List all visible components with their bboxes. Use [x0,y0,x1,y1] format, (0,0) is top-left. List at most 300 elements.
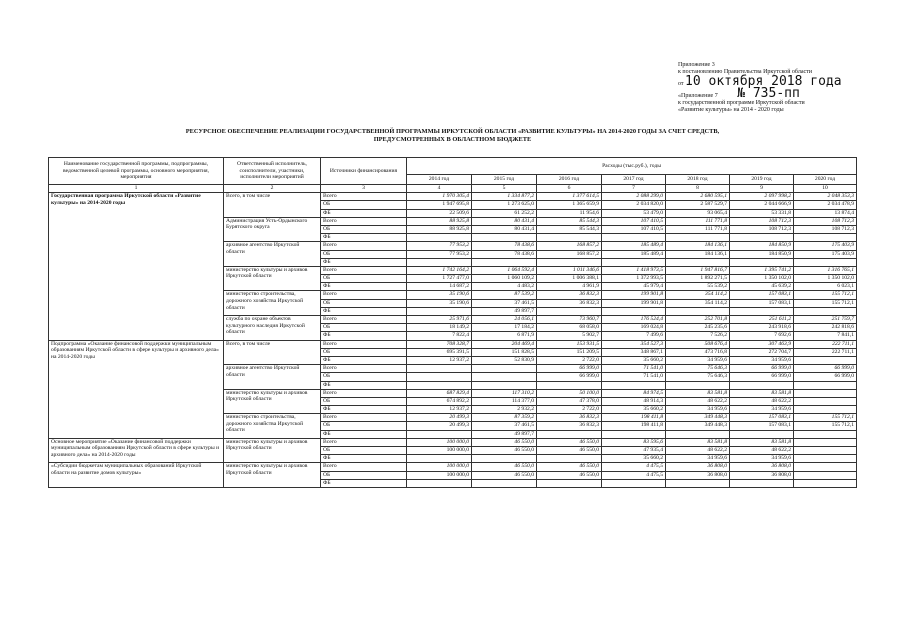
amount-cell: 117 310,2 [472,389,537,397]
amount-cell: 46 550,0 [537,471,602,479]
amount-cell: 155 712,1 [794,299,857,307]
table-row [49,340,857,348]
amount-cell: 35 190,6 [407,299,472,307]
amount-cell [407,430,472,438]
amount-cell: 34 959,6 [666,356,730,364]
header-year: 2017 год [602,175,666,185]
amount-cell: 175 403,9 [794,242,857,250]
program-name-cell: Государственная программа Иркутской области «Развитие культуры» на 2014-2020 годы [49,193,224,340]
source-cell: ФБ [321,406,407,414]
amount-cell: 73 960,7 [537,316,602,324]
amount-cell: 24 056,1 [472,316,537,324]
header-year: 2014 год [407,175,472,185]
amount-cell [407,455,472,463]
header-executors: Ответственный исполнитель, соисполнители, участники, исполнители мероприятий [224,158,321,185]
amount-cell: 1 064 592,4 [472,266,537,274]
header-sources: Источники финансирования [321,158,407,185]
amount-cell: 35 190,6 [407,291,472,299]
amount-cell: 84 974,5 [602,389,666,397]
amount-cell [602,430,666,438]
handwritten-date: 10 октября 2018 года [685,74,842,89]
amount-cell: 52 830,9 [472,356,537,364]
amount-cell: 20 499,3 [407,414,472,422]
source-cell: Всего [321,414,407,422]
amount-cell [602,258,666,266]
source-cell: ФБ [321,307,407,315]
amount-cell [407,258,472,266]
amount-cell: 108 712,3 [730,225,794,233]
column-number: 10 [794,185,857,193]
appendix-block [678,62,842,114]
amount-cell: 184 136,1 [666,250,730,258]
amount-cell: 2 932,2 [472,406,537,414]
source-cell: ОБ [321,447,407,455]
amount-cell [537,479,602,487]
header-expenses: Расходы (тыс.руб.), годы [407,158,857,175]
column-number: 9 [730,185,794,193]
amount-cell [730,479,794,487]
amount-cell: 108 712,3 [794,217,857,225]
amount-cell [794,234,857,242]
amount-cell: 1 011 346,6 [537,266,602,274]
amount-cell: 674 892,2 [407,397,472,405]
amount-cell: 204 469,4 [472,340,537,348]
amount-cell [602,307,666,315]
amount-cell: 1 334 877,2 [472,193,537,201]
amount-cell: 66 999,0 [794,373,857,381]
amount-cell: 1 273 625,0 [472,201,537,209]
executor-cell: министерство строительства, дорожного хозяйства Иркутской области [224,414,321,439]
amount-cell: 243 918,6 [730,324,794,332]
amount-cell: 108 712,3 [794,225,857,233]
amount-cell: 36 832,3 [537,291,602,299]
amount-cell: 48 622,2 [730,397,794,405]
amount-cell: 111 771,8 [666,225,730,233]
amount-cell: 61 252,2 [472,209,537,217]
amount-cell: 55 539,2 [666,283,730,291]
amount-cell: 13 874,4 [794,209,857,217]
amount-cell: 11 954,6 [537,209,602,217]
amount-cell: 71 541,0 [602,373,666,381]
amount-cell: 2 722,0 [537,356,602,364]
amount-cell: 4 483,2 [472,283,537,291]
amount-cell [730,430,794,438]
amount-cell: 687 829,4 [407,389,472,397]
amount-cell: 198 411,8 [602,414,666,422]
amount-cell: 35 660,2 [602,406,666,414]
source-cell: ОБ [321,250,407,258]
amount-cell: 1 365 659,9 [537,201,602,209]
amount-cell: 222 711,1 [794,340,857,348]
amount-cell: 71 541,0 [602,365,666,373]
amount-cell [730,258,794,266]
amount-cell [794,463,857,471]
executor-cell: служба по охране объектов культурного наследия Иркутской области [224,316,321,341]
amount-cell: 252 701,8 [666,316,730,324]
amount-cell: 1 316 765,1 [794,266,857,274]
amount-cell: 46 550,0 [472,438,537,446]
amount-cell: 2 088 299,0 [602,193,666,201]
amount-cell: 12 937,2 [407,406,472,414]
amount-cell: 77 953,2 [407,242,472,250]
amount-cell [730,234,794,242]
amount-cell [407,365,472,373]
appendix-line-4: «Приложение 7 [678,93,718,99]
amount-cell: 7 841,1 [794,332,857,340]
amount-cell [794,258,857,266]
column-number: 6 [537,185,602,193]
column-number: 7 [602,185,666,193]
amount-cell: 184 850,9 [730,242,794,250]
amount-cell: 4 475,5 [602,471,666,479]
amount-cell [794,307,857,315]
date-prefix: от [678,81,684,87]
amount-cell: 49 897,7 [472,307,537,315]
appendix-line-6: «Развитие культуры» на 2014 - 2020 годы [678,107,784,113]
amount-cell [730,307,794,315]
amount-cell: 37 461,5 [472,299,537,307]
amount-cell [602,381,666,389]
title-line-1: РЕСУРСНОЕ ОБЕСПЕЧЕНИЕ РЕАЛИЗАЦИИ ГОСУДАРСТВЕННОЙ ПРОГРАММЫ ИРКУТСКОЙ ОБЛАСТИ «РАЗВИТИЕ КУЛЬТУРЫ» НА 2014-2020 ГОДЫ ЗА СЧЕТ СРЕДСТВ, [185,128,720,135]
amount-cell: 85 544,3 [537,225,602,233]
amount-cell: 4 475,5 [602,463,666,471]
amount-cell: 53 331,8 [730,209,794,217]
amount-cell: 66 999,0 [730,373,794,381]
header-year: 2016 год [537,175,602,185]
amount-cell: 251 611,2 [730,316,794,324]
amount-cell [666,479,730,487]
amount-cell [537,430,602,438]
amount-cell: 100 000,0 [407,447,472,455]
amount-cell: 2 034 478,9 [794,201,857,209]
amount-cell [537,455,602,463]
source-cell: Всего [321,340,407,348]
amount-cell: 184 850,9 [730,250,794,258]
amount-cell: 46 550,0 [472,447,537,455]
amount-cell: 1 947 695,8 [407,201,472,209]
amount-cell: 46 550,0 [472,471,537,479]
source-cell: ОБ [321,275,407,283]
amount-cell: 6 871,9 [472,332,537,340]
amount-cell [472,365,537,373]
amount-cell: 34 959,6 [666,455,730,463]
amount-cell: 46 550,0 [537,463,602,471]
amount-cell: 100 000,0 [407,471,472,479]
amount-cell: 34 959,6 [730,455,794,463]
amount-cell: 36 808,0 [730,463,794,471]
amount-cell: 7 692,6 [730,332,794,340]
amount-cell: 354 527,3 [602,340,666,348]
source-cell: ОБ [321,348,407,356]
executor-cell: министерство строительства, дорожного хозяйства Иркутской области [224,291,321,316]
executor-cell: архивное агентство Иркутской области [224,242,321,267]
amount-cell [666,258,730,266]
amount-cell: 37 461,5 [472,422,537,430]
appendix-line-2: к постановлению Правительства Иркутской области [678,69,812,75]
amount-cell: 153 931,5 [537,340,602,348]
amount-cell: 36 808,0 [730,471,794,479]
amount-cell: 114 377,0 [472,397,537,405]
amount-cell: 349 448,3 [666,414,730,422]
table-row [49,463,857,471]
amount-cell [472,234,537,242]
amount-cell [472,479,537,487]
amount-cell: 66 999,0 [794,365,857,373]
amount-cell: 47 935,4 [602,447,666,455]
amount-cell: 93 065,4 [666,209,730,217]
column-number: 5 [472,185,537,193]
source-cell: ФБ [321,283,407,291]
source-cell: ОБ [321,397,407,405]
source-cell: ФБ [321,455,407,463]
amount-cell: 75 646,3 [666,365,730,373]
amount-cell: 83 581,8 [666,438,730,446]
title-line-2: ПРЕДУСМОТРЕННЫХ В ОБЛАСТНОМ БЮДЖЕТЕ [373,136,532,143]
handwritten-number: № 735-пп [737,86,800,101]
amount-cell: 2 034 820,0 [602,201,666,209]
amount-cell [666,307,730,315]
amount-cell: 88 925,8 [407,225,472,233]
amount-cell [666,234,730,242]
source-cell: Всего [321,463,407,471]
amount-cell [407,381,472,389]
amount-cell: 48 622,2 [730,447,794,455]
amount-cell: 157 083,1 [730,299,794,307]
executor-cell: Всего, в том числе [224,340,321,365]
amount-cell: 83 581,8 [730,438,794,446]
source-cell: Всего [321,365,407,373]
executor-cell: Всего, в том числе [224,193,321,218]
column-number: 1 [49,185,224,193]
amount-cell [537,234,602,242]
amount-cell: 2 722,0 [537,406,602,414]
source-cell: ОБ [321,373,407,381]
amount-cell [730,381,794,389]
source-cell: Всего [321,193,407,201]
amount-cell [537,258,602,266]
amount-cell: 87 359,2 [472,414,537,422]
source-cell: ОБ [321,422,407,430]
table-row [49,438,857,446]
amount-cell [472,381,537,389]
amount-cell: 1 006 388,1 [537,275,602,283]
amount-cell: 168 857,2 [537,250,602,258]
amount-cell: 155 712,1 [794,422,857,430]
source-cell: Всего [321,316,407,324]
appendix-line-5: к государственной программе Иркутской области [678,100,805,106]
source-cell: ОБ [321,201,407,209]
amount-cell: 36 832,3 [537,422,602,430]
amount-cell: 151 828,5 [472,348,537,356]
amount-cell: 1 418 973,5 [602,266,666,274]
amount-cell: 50 100,0 [537,389,602,397]
amount-cell: 83 581,8 [666,389,730,397]
amount-cell [794,430,857,438]
amount-cell: 157 083,1 [730,414,794,422]
amount-cell: 35 660,2 [602,455,666,463]
amount-cell: 7 526,2 [666,332,730,340]
amount-cell: 83 581,8 [730,389,794,397]
amount-cell: 354 114,2 [666,291,730,299]
amount-cell: 7 822,4 [407,332,472,340]
source-cell: ОБ [321,225,407,233]
amount-cell: 88 925,8 [407,217,472,225]
amount-cell: 245 235,6 [666,324,730,332]
amount-cell [407,373,472,381]
amount-cell [602,479,666,487]
amount-cell [472,373,537,381]
amount-cell: 473 716,8 [666,348,730,356]
header-year: 2018 год [666,175,730,185]
amount-cell: 46 550,0 [472,463,537,471]
amount-cell: 199 901,8 [602,299,666,307]
amount-cell: 198 411,8 [602,422,666,430]
amount-cell: 53 479,0 [602,209,666,217]
header-program-name: Наименование государственной программы, подпрограммы, ведомственной целевой программы, основного мероприятия, мероприятия [49,158,224,185]
amount-cell: 46 550,0 [537,447,602,455]
amount-cell [472,455,537,463]
amount-cell: 45 979,4 [602,283,666,291]
amount-cell [794,438,857,446]
executor-cell: министерство культуры и архивов Иркутской области [224,266,321,291]
amount-cell [794,381,857,389]
amount-cell: 708 328,7 [407,340,472,348]
amount-cell: 100 000,0 [407,438,472,446]
amount-cell [666,381,730,389]
amount-cell: 45 639,2 [730,283,794,291]
amount-cell: 5 902,7 [537,332,602,340]
amount-cell [794,406,857,414]
amount-cell: 35 660,2 [602,356,666,364]
amount-cell [794,389,857,397]
executor-cell: Администрация Усть-Ордынского Бурятского округа [224,217,321,242]
amount-cell: 155 712,1 [794,291,857,299]
amount-cell: 22 509,6 [407,209,472,217]
amount-cell: 1 970 305,4 [407,193,472,201]
amount-cell: 348 867,1 [602,348,666,356]
amount-cell: 36 808,0 [666,463,730,471]
source-cell: ФБ [321,356,407,364]
amount-cell: 695 391,5 [407,348,472,356]
amount-cell: 80 431,4 [472,217,537,225]
amount-cell: 1 060 109,2 [472,275,537,283]
column-number: 2 [224,185,321,193]
source-cell: Всего [321,266,407,274]
amount-cell: 242 818,6 [794,324,857,332]
amount-cell: 25 971,6 [407,316,472,324]
amount-cell [794,447,857,455]
amount-cell: 100 000,0 [407,463,472,471]
amount-cell: 251 759,7 [794,316,857,324]
amount-cell: 175 403,9 [794,250,857,258]
amount-cell [537,381,602,389]
amount-cell: 83 595,6 [602,438,666,446]
amount-cell: 2 044 666,9 [730,201,794,209]
amount-cell: 36 832,3 [537,299,602,307]
amount-cell: 34 959,6 [730,406,794,414]
source-cell: Всего [321,438,407,446]
amount-cell [794,479,857,487]
amount-cell [407,234,472,242]
amount-cell: 354 114,2 [666,299,730,307]
amount-cell: 66 999,0 [730,365,794,373]
amount-cell: 1 372 993,5 [602,275,666,283]
source-cell: ФБ [321,381,407,389]
amount-cell: 2 097 998,2 [730,193,794,201]
amount-cell: 7 499,6 [602,332,666,340]
source-cell: ФБ [321,258,407,266]
column-number: 8 [666,185,730,193]
source-cell: ФБ [321,332,407,340]
amount-cell: 85 544,3 [537,217,602,225]
source-cell: ОБ [321,471,407,479]
program-name-cell: «Субсидии бюджетам муниципальных образований Иркутской области на развитие домов культуры» [49,463,224,488]
amount-cell: 36 832,3 [537,414,602,422]
amount-cell: 46 550,0 [537,438,602,446]
amount-cell: 14 687,2 [407,283,472,291]
amount-cell: 77 953,2 [407,250,472,258]
amount-cell: 1 947 816,7 [666,266,730,274]
executor-cell: министерство культуры и архивов Иркутской области [224,438,321,463]
amount-cell: 2 680 595,1 [666,193,730,201]
resource-table [48,157,857,488]
amount-cell: 168 857,2 [537,242,602,250]
amount-cell: 107 410,5 [602,217,666,225]
program-name-cell: Основное мероприятие «Оказание финансовой поддержки муниципальным образованиям Иркутской области в сфере культуры и архивного дела» на 2014-2020 годы [49,438,224,463]
amount-cell: 2 587 529,7 [666,201,730,209]
executor-cell: архивное агентство Иркутской области [224,365,321,390]
amount-cell [407,479,472,487]
column-number: 3 [321,185,407,193]
amount-cell: 155 712,1 [794,414,857,422]
amount-cell: 48 622,2 [666,447,730,455]
source-cell: ФБ [321,234,407,242]
amount-cell: 18 149,2 [407,324,472,332]
amount-cell: 307 463,9 [730,340,794,348]
amount-cell [794,356,857,364]
amount-cell: 66 999,0 [537,373,602,381]
column-number: 4 [407,185,472,193]
amount-cell: 508 676,4 [666,340,730,348]
amount-cell: 1 727 477,0 [407,275,472,283]
amount-cell: 222 711,1 [794,348,857,356]
amount-cell [794,397,857,405]
amount-cell: 111 771,8 [666,217,730,225]
amount-cell: 185 489,4 [602,242,666,250]
source-cell: Всего [321,242,407,250]
amount-cell [794,455,857,463]
amount-cell: 36 808,0 [666,471,730,479]
amount-cell: 34 959,6 [666,406,730,414]
amount-cell: 20 499,3 [407,422,472,430]
amount-cell: 75 646,3 [666,373,730,381]
program-name-cell: Подпрограмма «Оказание финансовой поддержки муниципальным образованиям Иркутской области в сфере культуры и архивного дела» на 2014-2020 годы [49,340,224,438]
executor-cell: министерство культуры и архивов Иркутской области [224,463,321,488]
source-cell: ОБ [321,299,407,307]
amount-cell: 169 024,8 [602,324,666,332]
amount-cell: 87 539,2 [472,291,537,299]
amount-cell: 272 704,7 [730,348,794,356]
amount-cell: 1 742 164,2 [407,266,472,274]
amount-cell: 49 897,7 [472,430,537,438]
executor-cell: министерство культуры и архивов Иркутской области [224,389,321,414]
amount-cell: 107 410,5 [602,225,666,233]
amount-cell: 68 058,0 [537,324,602,332]
amount-cell: 1 350 102,0 [730,275,794,283]
source-cell: ФБ [321,430,407,438]
document-title [60,128,845,144]
header-year: 2015 год [472,175,537,185]
